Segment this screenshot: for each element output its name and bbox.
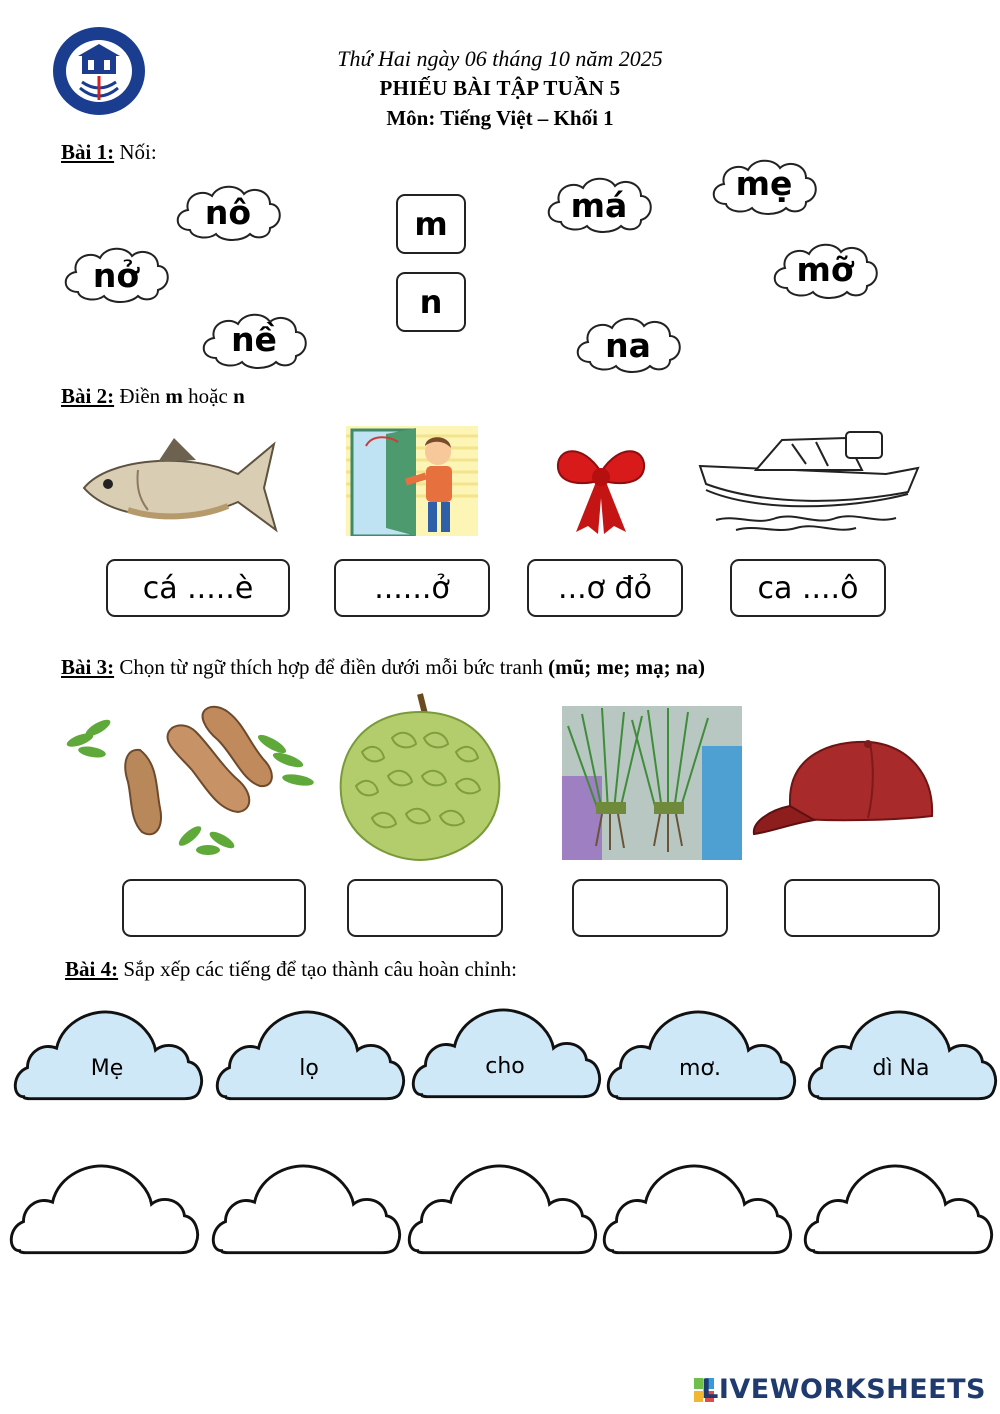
ex4-answer-cloud[interactable] [800,1160,994,1258]
ex4-word[interactable]: cho [485,1054,525,1079]
ex4-word[interactable]: lọ [299,1056,319,1081]
ex4-label: Bài 4: [65,957,119,981]
ex3-word-choices: (mũ; me; mạ; na) [548,655,705,679]
ex1-label: Bài 1: [61,140,115,164]
page-title: PHIẾU BÀI TẬP TUẦN 5 [379,76,621,100]
boy-opening-door-image [346,426,478,536]
ex3-text: Chọn từ ngữ thích hợp để điền dưới mỗi bức tranh [114,655,549,679]
ex1-letter-m[interactable]: m [396,194,466,254]
ex1-cloud-word[interactable]: mỡ [796,250,854,289]
ex3-answer-box[interactable] [784,879,940,937]
rice-seedlings-image [562,706,742,860]
ex2-text: hoặc [182,384,234,408]
ex1-cloud-word[interactable]: nở [92,256,140,295]
ex4-answer-cloud[interactable] [6,1160,200,1258]
ex4-word-cloud [804,1006,998,1104]
ex4-word[interactable]: dì Na [872,1056,930,1081]
ex1-cloud-word[interactable]: nô [204,193,252,232]
ex3-answer-box[interactable] [122,879,306,937]
ex2-text: Điền [114,384,166,408]
ex1-title [61,140,157,165]
ex4-word[interactable]: mơ. [679,1056,721,1081]
ex4-word-cloud [603,1006,797,1104]
ex4-answer-cloud[interactable] [208,1160,402,1258]
footer-brand[interactable]: LIVEWORKSHEETS [701,1374,986,1405]
ex3-title [61,655,705,680]
ex1-cloud-word[interactable]: nề [231,320,277,359]
tamarind-image [62,700,314,860]
ex1-cloud-word[interactable]: mẹ [735,164,793,203]
red-bow-image [552,436,650,536]
ex2-label: Bài 2: [61,384,115,408]
ex1-cloud-word[interactable]: má [570,186,628,225]
ex4-word[interactable]: Mẹ [90,1056,124,1081]
ex4-title [65,957,517,982]
red-cap-image [750,736,936,844]
ex1-cloud-word[interactable]: na [605,326,651,365]
page-subject: Môn: Tiếng Việt – Khối 1 [386,106,614,130]
ex1-text: Nối: [114,140,157,164]
custard-apple-image [332,692,508,862]
fish-image [78,430,280,538]
page-date: Thứ Hai ngày 06 tháng 10 năm 2025 [337,46,663,71]
ex2-blank-box[interactable]: ......ở [334,559,490,617]
ex2-letter-n: n [233,384,245,408]
ex2-letter-m: m [165,384,183,408]
boat-image [696,430,922,534]
ex1-letter-n[interactable]: n [396,272,466,332]
ex2-blank-box[interactable]: ca ....ô [730,559,886,617]
ex4-word-cloud [212,1006,406,1104]
ex3-answer-box[interactable] [572,879,728,937]
ex4-word-cloud [408,1004,602,1102]
ex4-text: Sắp xếp các tiếng để tạo thành câu hoàn chỉnh: [118,957,517,981]
ex4-answer-cloud[interactable] [404,1160,598,1258]
ex3-answer-box[interactable] [347,879,503,937]
ex4-answer-cloud[interactable] [599,1160,793,1258]
ex2-blank-box[interactable]: cá .....è [106,559,290,617]
ex2-title [61,384,245,409]
ex3-label: Bài 3: [61,655,115,679]
ex2-blank-box[interactable]: ...ơ đỏ [527,559,683,617]
ex4-word-cloud [10,1006,204,1104]
